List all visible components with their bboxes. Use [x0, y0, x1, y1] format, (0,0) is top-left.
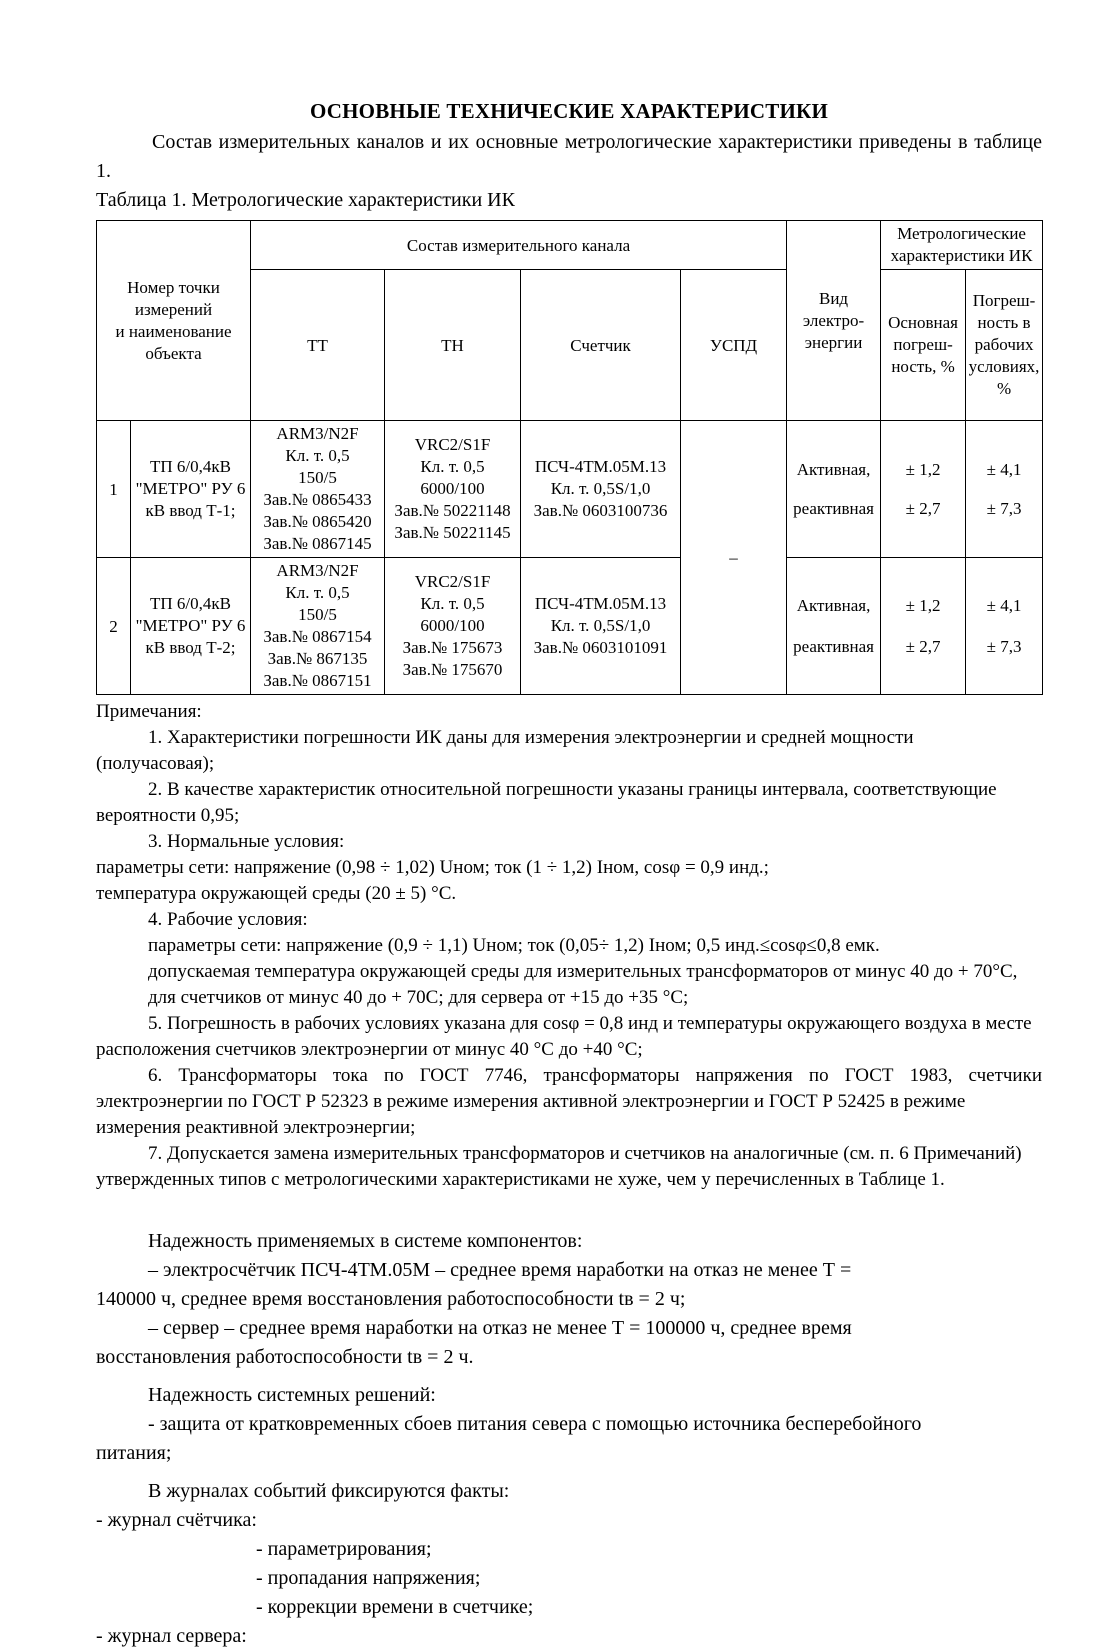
- row-meter: [521, 558, 681, 695]
- systems-reliability-item-cont: питания;: [96, 1442, 172, 1464]
- working-error-reactive: ± 7,3: [986, 637, 1022, 656]
- basic-error-reactive: ± 2,7: [905, 637, 941, 656]
- note-7: 7. Допускается замена измерительных трансформаторов и счетчиков на аналогичные (см. п. 6 Примечаний): [148, 1143, 1022, 1164]
- energy-active: Активная,: [796, 596, 871, 615]
- note-6: 6. Трансформаторы тока по ГОСТ 7746, трансформаторы напряжения по ГОСТ 1983, счетчики электроэнергии по ГОСТ Р 52323 в режиме измерения активной электроэнергии и ГОСТ Р 52425 в режиме: [96, 1065, 1042, 1112]
- spacer: [96, 1468, 1042, 1477]
- meter-log-item: - параметрирования;: [256, 1538, 432, 1560]
- row-tn: [385, 421, 521, 558]
- metrology-characteristics-table: [96, 220, 1043, 695]
- tt-line: 150/5: [298, 605, 337, 624]
- header-tn: ТН: [385, 270, 521, 421]
- note-3-line-2: температура окружающей среды (20 ± 5) °С.: [96, 883, 457, 904]
- row-working-error: [966, 558, 1043, 695]
- basic-error-active: ± 1,2: [905, 460, 941, 479]
- tn-line: VRC2/S1F: [414, 435, 491, 454]
- spacer: [96, 1372, 1042, 1381]
- tn-line: Зав.№ 175673: [402, 638, 503, 657]
- note-1: 1. Характеристики погрешности ИК даны для измерения электроэнергии и средней мощности: [148, 727, 914, 748]
- intro-paragraph: Состав измерительных каналов и их основные метрологические характеристики приведены в таблице 1.: [96, 131, 1042, 182]
- tt-line: Зав.№ 0867145: [263, 534, 372, 553]
- notes-heading: Примечания:: [96, 701, 202, 722]
- table-header-row-1: [97, 221, 1043, 270]
- note-5-cont: расположения счетчиков электроэнергии от минус 40 °С до +40 °С;: [96, 1039, 643, 1060]
- working-error-active: ± 4,1: [986, 596, 1022, 615]
- reliability-item-2-cont: восстановления работоспособности tв = 2 ч.: [96, 1346, 474, 1368]
- energy-reactive: реактивная: [793, 637, 874, 656]
- note-1-cont: (получасовая);: [96, 753, 215, 774]
- header-channel-composition: Состав измерительного канала: [251, 221, 787, 270]
- reliability-section: [96, 1227, 1042, 1468]
- note-4-line-3: для счетчиков от минус 40 до + 70С; для сервера от +15 до +35 °С;: [148, 987, 689, 1008]
- note-2: 2. В качестве характеристик относительной погрешности указаны границы интервала, соответствующие: [148, 779, 997, 800]
- journals-section: [96, 1477, 1042, 1651]
- object-line: кВ ввод Т-1;: [145, 501, 236, 520]
- note-7-cont: утвержденных типов с метрологическими характеристиками не хуже, чем у перечисленных в Таблице 1.: [96, 1169, 945, 1190]
- row-object: [131, 421, 251, 558]
- spacer: [96, 1193, 1042, 1227]
- meter-line: Зав.№ 0603100736: [533, 501, 668, 520]
- tt-line: ARM3/N2F: [276, 424, 359, 443]
- note-2-cont: вероятности 0,95;: [96, 805, 240, 826]
- object-line: "МЕТРО" РУ 6: [135, 479, 246, 498]
- meter-line: Кл. т. 0,5S/1,0: [550, 616, 651, 635]
- meter-line: Зав.№ 0603101091: [533, 638, 668, 657]
- working-error-active: ± 4,1: [986, 460, 1022, 479]
- meter-line: Кл. т. 0,5S/1,0: [550, 479, 651, 498]
- page-content: [96, 96, 1042, 1651]
- row-energy-type: [787, 421, 881, 558]
- journals-heading: В журналах событий фиксируются факты:: [148, 1480, 510, 1502]
- object-line: "МЕТРО" РУ 6: [135, 616, 246, 635]
- reliability-item-2: – сервер – среднее время наработки на отказ не менее Т = 100000 ч, среднее время: [148, 1317, 852, 1339]
- note-5: 5. Погрешность в рабочих условиях указана для cosφ = 0,8 инд и температуры окружающего воздуха в месте: [148, 1013, 1032, 1034]
- meter-line: ПСЧ-4ТМ.05М.13: [534, 457, 667, 476]
- tt-line: Зав.№ 0867151: [263, 671, 372, 690]
- object-line: кВ ввод Т-2;: [145, 638, 236, 657]
- meter-line: ПСЧ-4ТМ.05М.13: [534, 594, 667, 613]
- header-working-error: Погреш- ность в рабочих условиях, %: [966, 270, 1043, 421]
- note-4-heading: 4. Рабочие условия:: [148, 909, 308, 930]
- tn-line: Зав.№ 50221145: [394, 523, 511, 542]
- tt-line: Кл. т. 0,5: [285, 446, 350, 465]
- row-uspd: –: [681, 421, 787, 695]
- note-4-line-1: параметры сети: напряжение (0,9 ÷ 1,1) Uном; ток (0,05÷ 1,2) Iном; 0,5 инд.≤cosφ≤0,8 емк.: [148, 935, 880, 956]
- header-tt: ТТ: [251, 270, 385, 421]
- header-meter: Счетчик: [521, 270, 681, 421]
- row-object: [131, 558, 251, 695]
- tn-line: Зав.№ 175670: [402, 660, 503, 679]
- table-row: [97, 558, 1043, 695]
- tt-line: Зав.№ 0867154: [263, 627, 372, 646]
- working-error-reactive: ± 7,3: [986, 499, 1022, 518]
- tn-line: VRC2/S1F: [414, 572, 491, 591]
- row-working-error: [966, 421, 1043, 558]
- row-basic-error: [881, 558, 966, 695]
- tn-line: 6000/100: [420, 616, 485, 635]
- tn-line: Кл. т. 0,5: [420, 594, 485, 613]
- header-point-number: Номер точки измерений и наименование объекта: [97, 221, 251, 421]
- note-6-cont: измерения реактивной электроэнергии;: [96, 1117, 416, 1138]
- tt-line: Зав.№ 867135: [267, 649, 368, 668]
- row-number: 2: [97, 558, 131, 695]
- header-uspd: УСПД: [681, 270, 787, 421]
- server-log-label: - журнал сервера:: [96, 1625, 247, 1647]
- table-row: [97, 421, 1043, 558]
- meter-log-item: - коррекции времени в счетчике;: [256, 1596, 534, 1618]
- tn-line: Зав.№ 50221148: [394, 501, 511, 520]
- row-tt: [251, 421, 385, 558]
- row-tt: [251, 558, 385, 695]
- meter-log-label: - журнал счётчика:: [96, 1509, 257, 1531]
- row-tn: [385, 558, 521, 695]
- header-basic-error: Основная погреш- ность, %: [881, 270, 966, 421]
- tn-line: Кл. т. 0,5: [420, 457, 485, 476]
- meter-log-item: - пропадания напряжения;: [256, 1567, 481, 1589]
- note-4-line-2: допускаемая температура окружающей среды для измерительных трансформаторов от минус 40 до + 70°С,: [148, 961, 1018, 982]
- row-basic-error: [881, 421, 966, 558]
- systems-reliability-item: - защита от кратковременных сбоев питания севера с помощью источника бесперебойного: [148, 1413, 922, 1435]
- tt-line: Зав.№ 0865420: [263, 512, 372, 531]
- row-number: 1: [97, 421, 131, 558]
- note-3-line-1: параметры сети: напряжение (0,98 ÷ 1,02) Uном; ток (1 ÷ 1,2) Iном, cosφ = 0,9 инд.;: [96, 857, 769, 878]
- notes-section: [96, 699, 1042, 1193]
- header-metrology-group: Метрологические характеристики ИК: [881, 221, 1043, 270]
- row-meter: [521, 421, 681, 558]
- energy-reactive: реактивная: [793, 499, 874, 518]
- systems-reliability-heading: Надежность системных решений:: [148, 1384, 436, 1406]
- reliability-components-heading: Надежность применяемых в системе компонентов:: [148, 1230, 583, 1252]
- tt-line: Зав.№ 0865433: [263, 490, 372, 509]
- tt-line: Кл. т. 0,5: [285, 583, 350, 602]
- reliability-item-1-cont: 140000 ч, среднее время восстановления работоспособности tв = 2 ч;: [96, 1288, 686, 1310]
- row-energy-type: [787, 558, 881, 695]
- basic-error-active: ± 1,2: [905, 596, 941, 615]
- basic-error-reactive: ± 2,7: [905, 499, 941, 518]
- reliability-item-1: – электросчётчик ПСЧ-4ТМ.05М – среднее время наработки на отказ не менее Т =: [148, 1259, 852, 1281]
- table-caption: Таблица 1. Метрологические характеристики ИК: [96, 189, 515, 211]
- header-energy-type: Вид электро- энергии: [787, 221, 881, 421]
- tt-line: 150/5: [298, 468, 337, 487]
- note-3-heading: 3. Нормальные условия:: [148, 831, 345, 852]
- page-title: ОСНОВНЫЕ ТЕХНИЧЕСКИЕ ХАРАКТЕРИСТИКИ: [309, 99, 828, 123]
- tt-line: ARM3/N2F: [276, 561, 359, 580]
- object-line: ТП 6/0,4кВ: [150, 594, 231, 613]
- tn-line: 6000/100: [420, 479, 485, 498]
- energy-active: Активная,: [796, 460, 871, 479]
- object-line: ТП 6/0,4кВ: [150, 457, 231, 476]
